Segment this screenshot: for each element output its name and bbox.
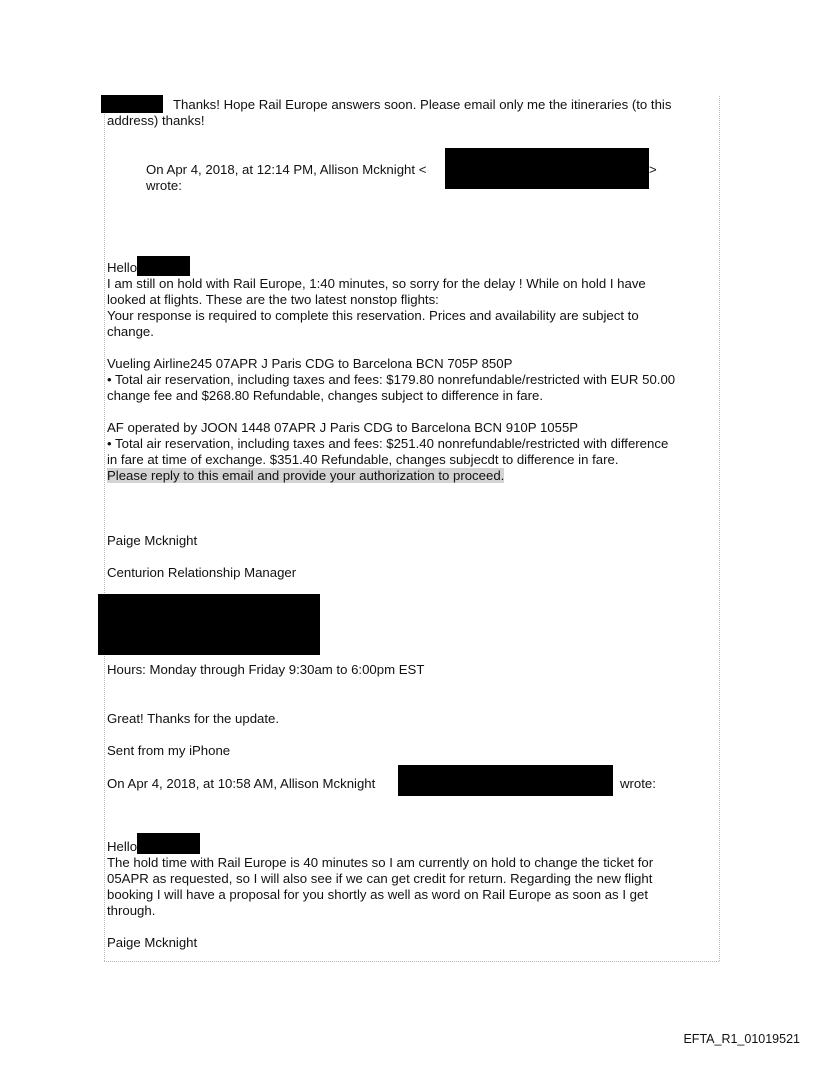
message-line: 05APR as requested, so I will also see if we can get credit for return. Regarding the new flight <box>107 871 653 886</box>
redaction-box <box>137 833 200 854</box>
quote-wrote: wrote: <box>620 776 656 791</box>
reply-line-1: Thanks! Hope Rail Europe answers soon. Please email only me the itineraries (to this <box>173 97 672 112</box>
quote-wrote: wrote: <box>146 178 182 193</box>
email-bottom-border <box>104 961 719 962</box>
message-line: through. <box>107 903 156 918</box>
authorization-highlight: Please reply to this email and provide your authorization to proceed. <box>107 468 505 483</box>
redaction-box <box>98 594 320 655</box>
greeting: Hello <box>107 260 138 275</box>
quote-header: On Apr 4, 2018, at 10:58 AM, Allison Mcknight <box>107 776 376 791</box>
email-right-border <box>719 96 720 961</box>
quote-header: On Apr 4, 2018, at 12:14 PM, Allison Mcknight < <box>146 162 427 177</box>
flight-option-1: Vueling Airline245 07APR J Paris CDG to Barcelona BCN 705P 850P <box>107 356 513 371</box>
signature-title: Centurion Relationship Manager <box>107 565 297 580</box>
message-line: looked at flights. These are the two latest nonstop flights: <box>107 292 439 307</box>
message-line: booking I will have a proposal for you shortly as well as word on Rail Europe as soon as I get <box>107 887 648 902</box>
message-line: Your response is required to complete this reservation. Prices and availability are subject to <box>107 308 639 323</box>
reply-2: Great! Thanks for the update. <box>107 711 280 726</box>
email-left-border <box>104 96 105 961</box>
message-line: change. <box>107 324 154 339</box>
document-id: EFTA_R1_01019521 <box>683 1032 800 1046</box>
flight-option-2-detail: • Total air reservation, including taxes and fees: $251.40 nonrefundable/restricted with difference <box>107 436 669 451</box>
signature-name: Paige Mcknight <box>107 533 198 548</box>
flight-option-1-detail: change fee and $268.80 Refundable, changes subject to difference in fare. <box>107 388 543 403</box>
office-hours: Hours: Monday through Friday 9:30am to 6:00pm EST <box>107 662 425 677</box>
flight-option-1-detail: • Total air reservation, including taxes and fees: $179.80 nonrefundable/restricted with EUR 50.00 <box>107 372 676 387</box>
greeting: Hello <box>107 839 138 854</box>
message-line: I am still on hold with Rail Europe, 1:40 minutes, so sorry for the delay ! While on hold I have <box>107 276 646 291</box>
signature-name: Paige Mcknight <box>107 935 198 950</box>
message-line: The hold time with Rail Europe is 40 minutes so I am currently on hold to change the ticket for <box>107 855 654 870</box>
flight-option-2: AF operated by JOON 1448 07APR J Paris CDG to Barcelona BCN 910P 1055P <box>107 420 579 435</box>
redaction-box <box>137 256 190 276</box>
redaction-box <box>445 148 649 189</box>
quote-header-end: > <box>649 162 657 177</box>
authorization-request <box>107 468 504 484</box>
redaction-box <box>398 765 613 796</box>
flight-option-2-detail: in fare at time of exchange. $351.40 Refundable, changes subjecdt to difference in fare. <box>107 452 619 467</box>
reply-line-2: address) thanks! <box>107 113 205 128</box>
redaction-box <box>101 95 163 113</box>
sent-from: Sent from my iPhone <box>107 743 231 758</box>
